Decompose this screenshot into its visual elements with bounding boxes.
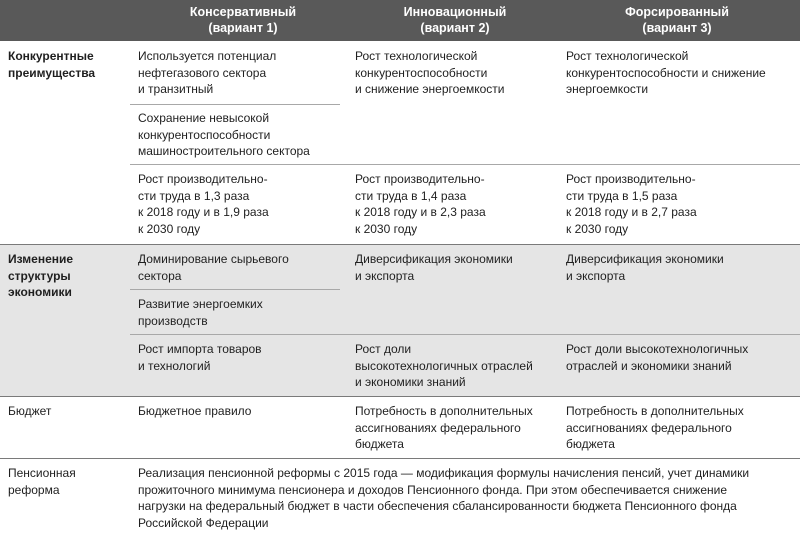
row-divider	[130, 164, 800, 165]
section-divider	[0, 396, 800, 397]
row-divider	[130, 104, 340, 105]
cell-structure-r1-c3: Диверсификация экономики и экспорта	[566, 252, 724, 283]
header-forced: Форсированный (вариант 3)	[625, 5, 729, 35]
table-header	[0, 0, 800, 41]
cell-structure-r3-c2: Рост доли высокотехнологичных отраслей и экономики знаний	[355, 342, 533, 389]
section-label-budget: Бюджет	[8, 404, 52, 418]
header-conservative: Консервативный (вариант 1)	[189, 5, 297, 35]
cell-competitive-r1-c3: Рост технологической конкурентоспособности и снижение энергоемкости	[566, 49, 766, 96]
cell-pension-text: Реализация пенсионной реформы с 2015 года — модификация формулы начисления пенсий, учет динамики прожиточного минимума пенсионера и доходов Пенсионного фонда. При этом обеспечивается снижение нагрузки на федеральный бюджет в части обеспечения сбалансированности бюджета Пенсионного фонда Российской Федерации	[138, 466, 750, 530]
section-label-competitive: Конкурентные преимущества	[8, 49, 96, 80]
header-innovative: Инновационный (вариант 2)	[403, 5, 507, 35]
cell-competitive-r3-c3: Рост производительно- сти труда в 1,5 раза к 2018 году и в 2,7 раза к 2030 году	[566, 172, 697, 236]
row-divider	[130, 289, 340, 290]
cell-competitive-r2-c1: Сохранение невысокой конкурентоспособности машиностроительного сектора	[138, 111, 310, 158]
cell-budget-c1: Бюджетное правило	[138, 404, 252, 418]
cell-structure-r3-c3: Рост доли высокотехнологичных отраслей и экономики знаний	[566, 342, 749, 373]
cell-competitive-r3-c2: Рост производительно- сти труда в 1,4 раза к 2018 году и в 2,3 раза к 2030 году	[355, 172, 486, 236]
section-divider	[0, 458, 800, 459]
cell-budget-c2: Потребность в дополнительных ассигнованиях федерального бюджета	[355, 404, 533, 451]
cell-structure-r2-c1: Развитие энергоемких производств	[138, 297, 263, 328]
cell-structure-r3-c1: Рост импорта товаров и технологий	[138, 342, 262, 373]
cell-competitive-r1-c1: Используется потенциал нефтегазового сектора и транзитный	[138, 49, 277, 96]
section-label-pension: Пенсионная реформа	[8, 466, 76, 497]
cell-structure-r1-c1: Доминирование сырьевого сектора	[138, 252, 289, 283]
section-label-structure: Изменение структуры экономики	[8, 252, 74, 299]
row-divider	[130, 334, 800, 335]
cell-budget-c3: Потребность в дополнительных ассигнованиях федерального бюджета	[566, 404, 744, 451]
cell-competitive-r3-c1: Рост производительно- сти труда в 1,3 раза к 2018 году и в 1,9 раза к 2030 году	[138, 172, 269, 236]
cell-competitive-r1-c2: Рост технологической конкурентоспособности и снижение энергоемкости	[355, 49, 505, 96]
section-divider	[0, 244, 800, 245]
cell-structure-r1-c2: Диверсификация экономики и экспорта	[355, 252, 513, 283]
